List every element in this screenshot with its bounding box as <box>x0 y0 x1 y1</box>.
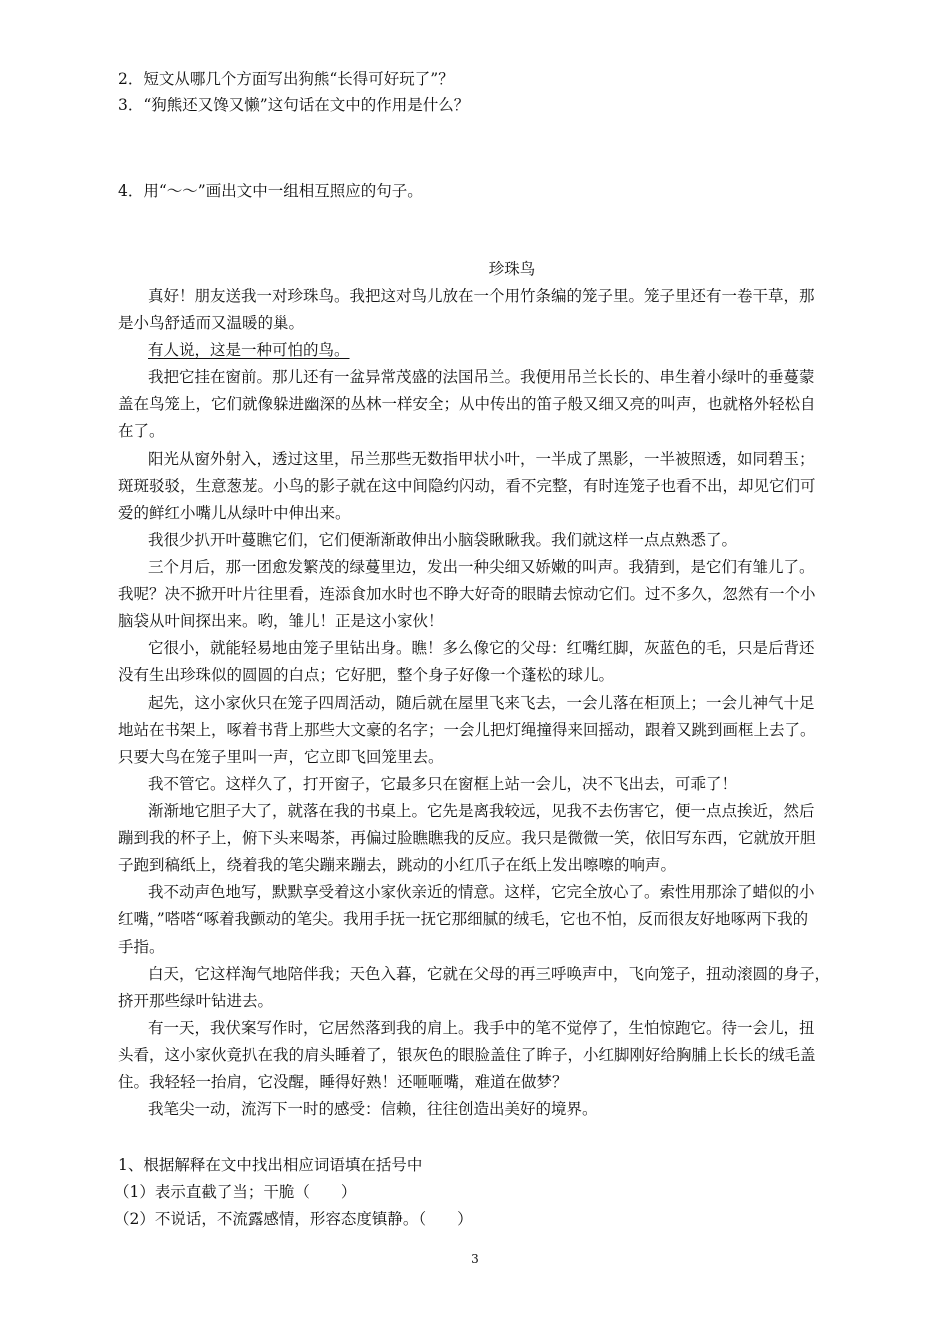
article-line: 手指。 <box>118 938 165 956</box>
article-line: 挤开那些绿叶钻进去。 <box>118 992 274 1010</box>
question-1-heading: 1、根据解释在文中找出相应词语填在括号中 <box>118 1156 423 1174</box>
article-line: 是小鸟舒适而又温暖的巢。 <box>118 314 305 332</box>
question-1-item-1: （1）表示直截了当；干脆（ ） <box>114 1183 357 1201</box>
question-2: 2．短文从哪几个方面写出狗熊“长得可好玩了”？ <box>118 70 454 88</box>
article-line: 我不管它。这样久了，打开窗子，它最多只在窗框上站一会儿，决不飞出去，可乖了！ <box>148 775 738 793</box>
question-3: 3．“狗熊还又馋又懒”这句话在文中的作用是什么？ <box>118 96 470 114</box>
article-line: 起先，这小家伙只在笼子四周活动，随后就在屋里飞来飞去，一会儿落在柜顶上；一会儿神气十足 <box>148 694 815 712</box>
article-line: 真好！朋友送我一对珍珠鸟。我把这对鸟儿放在一个用竹条编的笼子里。笼子里还有一卷干草，那 <box>148 287 815 305</box>
article-line: 蹦到我的杯子上，俯下头来喝茶，再偏过脸瞧瞧我的反应。我只是微微一笑，依旧写东西，它就放开胆 <box>118 829 816 847</box>
article-line: 我笔尖一动，流泻下一时的感受：信赖，往往创造出美好的境界。 <box>148 1100 598 1118</box>
article-line: 爱的鲜红小嘴儿从绿叶中伸出来。 <box>118 504 351 522</box>
article-line: 脑袋从叶间探出来。哟，雏儿！正是这小家伙！ <box>118 612 444 630</box>
question-1-item-2: （2）不说话，不流露感情，形容态度镇静。（ ） <box>114 1210 473 1228</box>
underlined-sentence: 有人说，这是一种可怕的鸟。 <box>148 341 350 359</box>
article-line: 它很小，就能轻易地由笼子里钻出身。瞧！多么像它的父母：红嘴红脚，灰蓝色的毛，只是后背还 <box>148 639 815 657</box>
article-line: 有一天，我伏案写作时，它居然落到我的肩上。我手中的笔不觉停了，生怕惊跑它。待一会儿，扭 <box>148 1019 815 1037</box>
article-line: 白天，它这样淘气地陪伴我；天色入暮，它就在父母的再三呼唤声中，飞向笼子，扭动滚圆的身子， <box>148 965 831 983</box>
article-line: 我把它挂在窗前。那儿还有一盆异常茂盛的法国吊兰。我便用吊兰长长的、串生着小绿叶的垂蔓蒙 <box>148 368 815 386</box>
article-line: 三个月后，那一团愈发繁茂的绿蔓里边，发出一种尖细又娇嫩的叫声。我猜到，是它们有雏儿了。 <box>148 558 815 576</box>
article-line: 地站在书架上，啄着书背上那些大文豪的名字；一会儿把灯绳撞得来回摇动，跟着又跳到画框上去了。 <box>118 721 816 739</box>
article-line: 我不动声色地写，默默享受着这小家伙亲近的情意。这样，它完全放心了。索性用那涂了蜡似的小 <box>148 883 815 901</box>
article-line: 红嘴，”嗒嗒“啄着我颤动的笔尖。我用手抚一抚它那细腻的绒毛，它也不怕，反而很友好地啄两下我的 <box>118 910 809 928</box>
article-line: 盖在鸟笼上，它们就像躲进幽深的丛林一样安全；从中传出的笛子般又细又亮的叫声，也就格外轻松自 <box>118 395 816 413</box>
article-title: 珍珠鸟 <box>488 260 536 278</box>
page-number: 3 <box>471 1252 479 1266</box>
article-line: 头看，这小家伙竟扒在我的肩头睡着了，银灰色的眼脸盖住了眸子，小红脚刚好给胸脯上长长的绒毛盖 <box>118 1046 816 1064</box>
article-line: 斑斑驳驳，生意葱茏。小鸟的影子就在这中间隐约闪动，看不完整，有时连笼子也看不出，却见它们可 <box>118 477 816 495</box>
article-line: 我很少扒开叶蔓瞧它们，它们便渐渐敢伸出小脑袋瞅瞅我。我们就这样一点点熟悉了。 <box>148 531 738 549</box>
article-line: 在了。 <box>118 422 165 440</box>
article-line: 没有生出珍珠似的圆圆的白点；它好肥，整个身子好像一个蓬松的球儿。 <box>118 666 615 684</box>
article-line: 渐渐地它胆子大了，就落在我的书桌上。它先是离我较远，见我不去伤害它，便一点点挨近，然后 <box>148 802 815 820</box>
article-line: 子跑到稿纸上，绕着我的笔尖蹦来蹦去，跳动的小红爪子在纸上发出嚓嚓的响声。 <box>118 856 677 874</box>
article-line: 只要大鸟在笼子里叫一声，它立即飞回笼里去。 <box>118 748 444 766</box>
question-4: 4．用“～～”画出文中一组相互照应的句子。 <box>118 182 423 200</box>
article-line: 阳光从窗外射入，透过这里，吊兰那些无数指甲状小叶，一半成了黑影，一半被照透，如同碧玉； <box>148 450 815 468</box>
article-line: 住。我轻轻一抬肩，它没醒，睡得好熟！还咂咂嘴，难道在做梦？ <box>118 1073 568 1091</box>
article-line: 我呢？决不掀开叶片往里看，连添食加水时也不睁大好奇的眼睛去惊动它们。过不多久，忽然有一个小 <box>118 585 816 603</box>
